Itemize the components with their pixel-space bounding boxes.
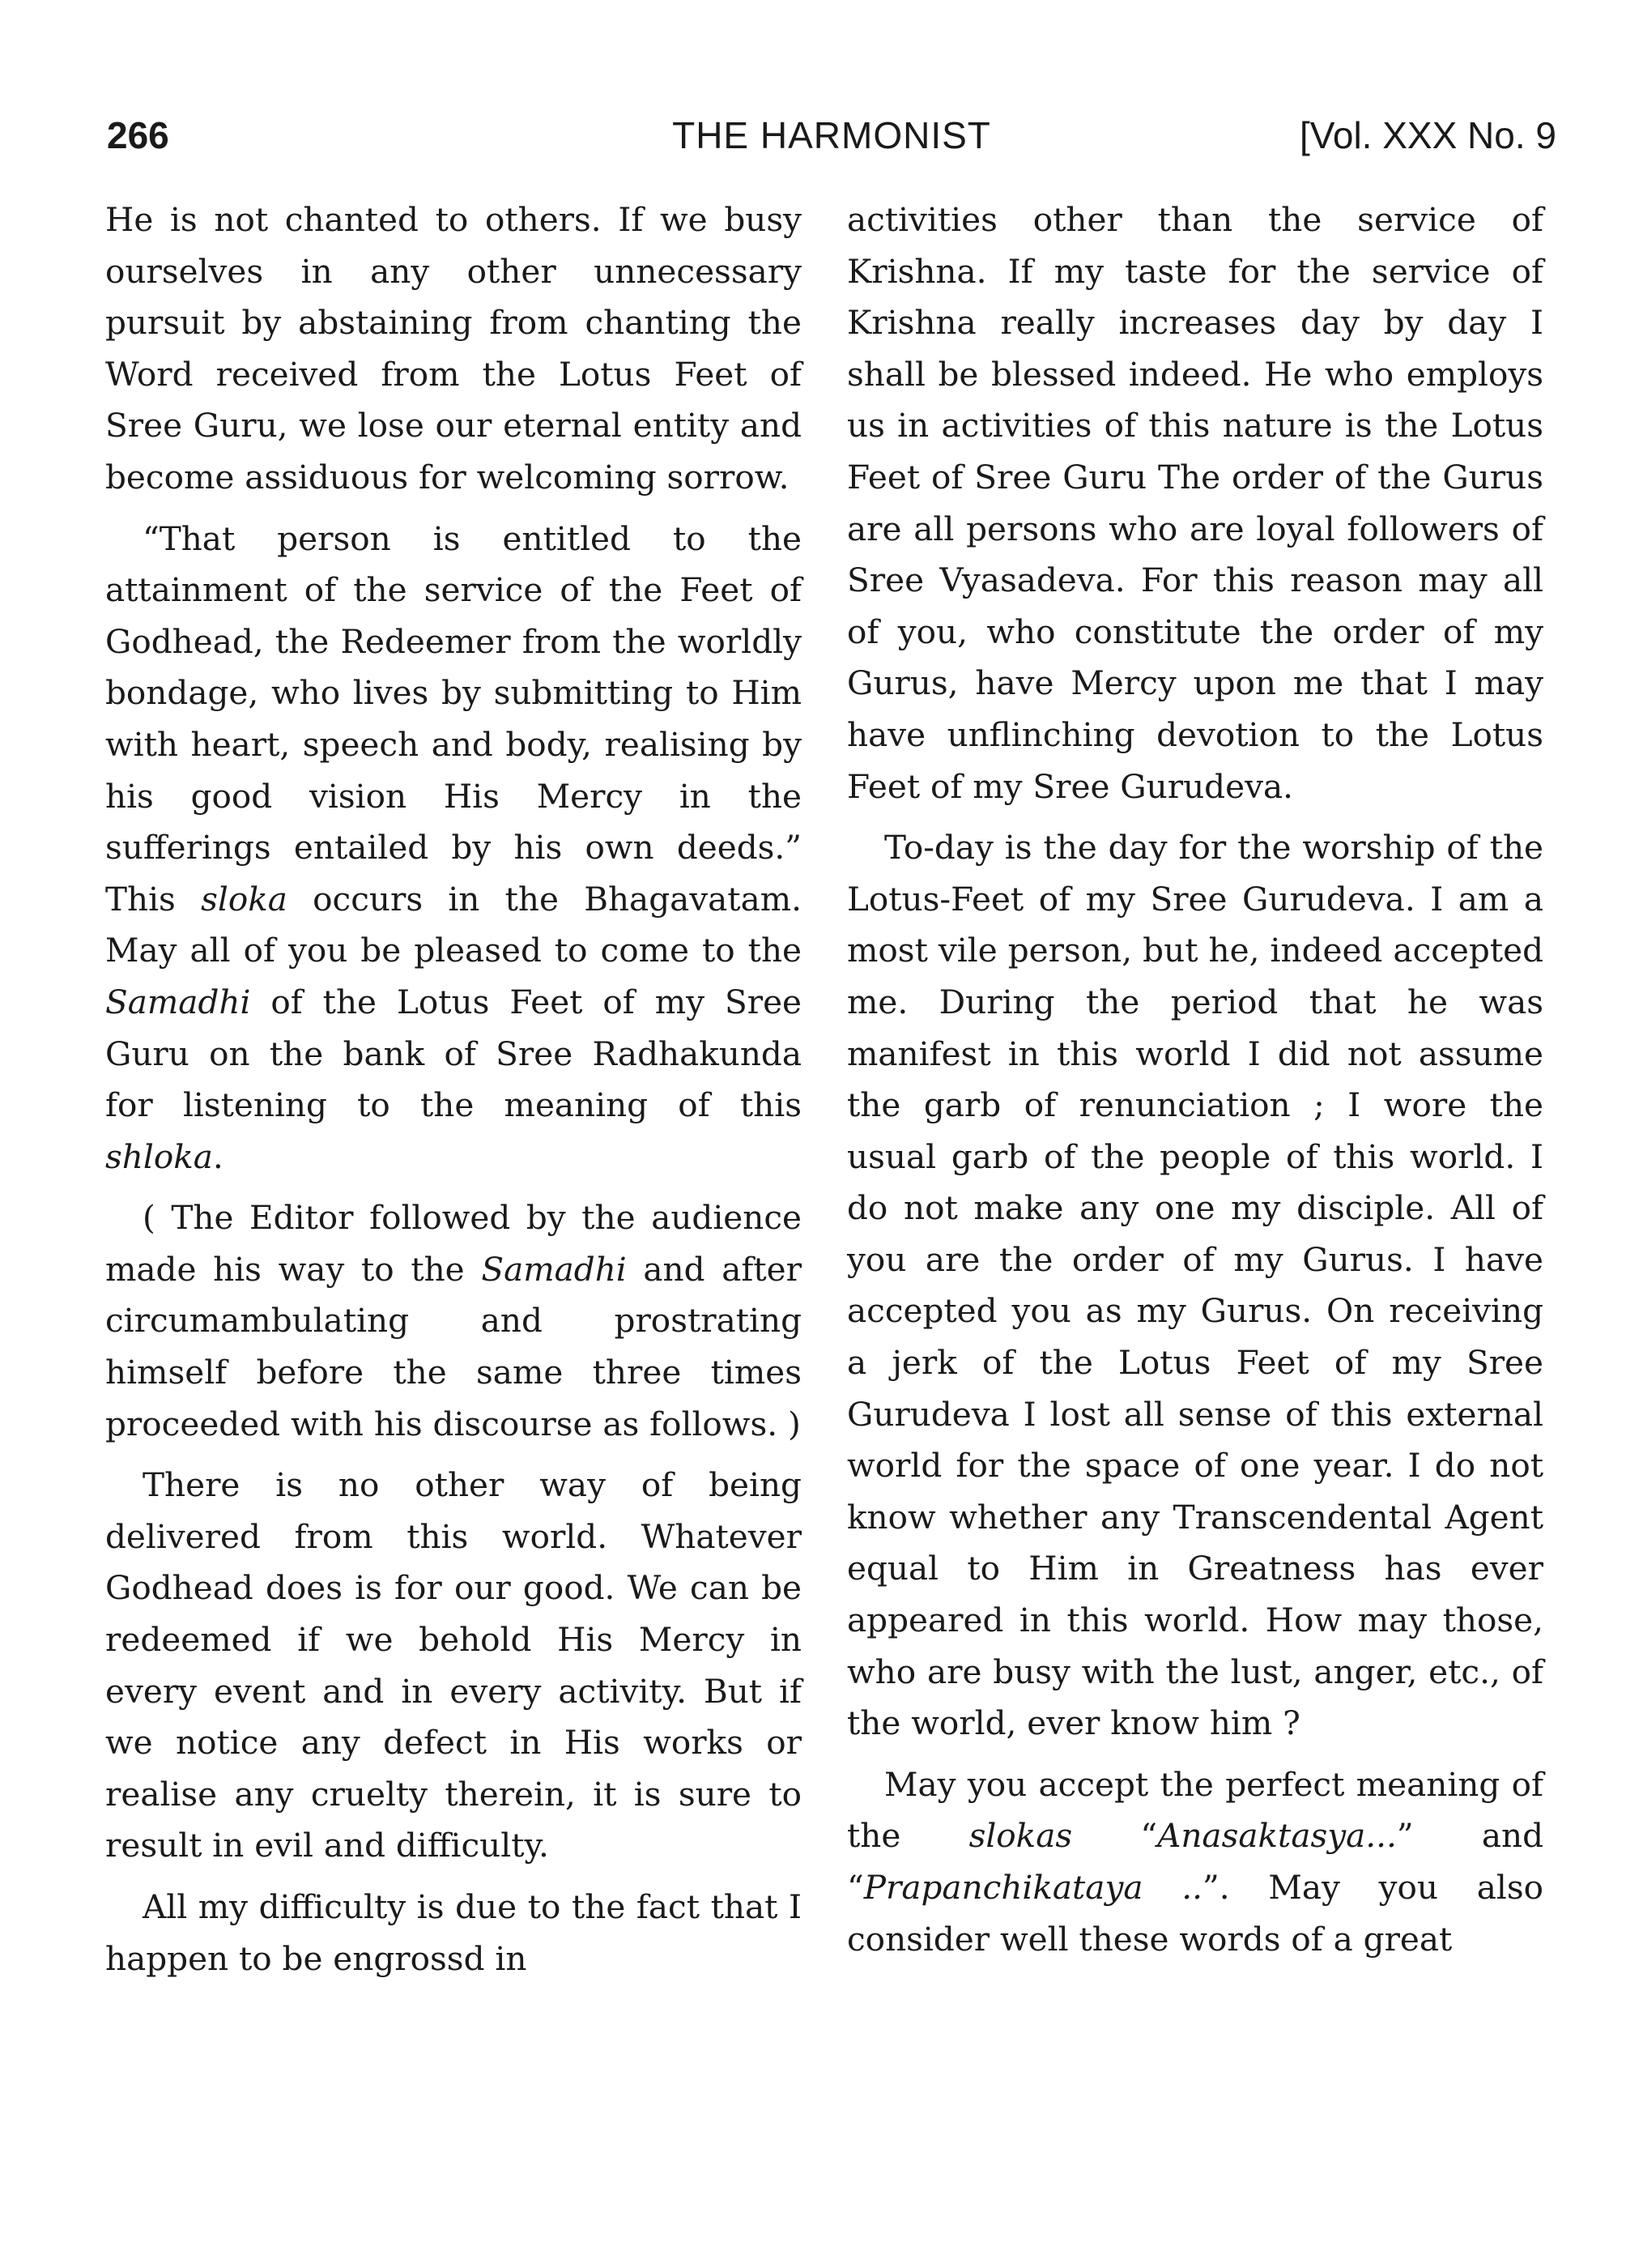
paragraph: There is no other way of being delivered from this world. Whatever Godhead does is for our good. We can be redeemed if we behold His Mercy in every event and in every activity. But if we notice any defect in His works or realise any cruelty therein, it is sure to result in evil and difficulty. [105,1465,802,1865]
italic-term: Samadhi [481,1249,627,1289]
text-run: “ [1072,1816,1158,1856]
paragraph-editorial-note [105,1192,802,1450]
text-run: May you accept the perfect meaning of the [847,1764,1543,1856]
text-run: and after circumambulating and prostrating himself before the same three times proceeded with his discourse as follows. ) [105,1249,802,1443]
page-number: 266 [107,114,169,156]
paragraph: To-day is the day for the worship of the Lotus-Feet of my Sree Gurudeva. I am a most vile person, but he, indeed accepted me. During the period that he was manifest in this world I did not assume the garb of renunciation ; I wore the usual garb of the people of this world. I do not make any one my disciple. All of you are the order of my Gurus. I have accepted you as my Gurus. On receiving a jerk of the Lotus Feet of my Sree Gurudeva I lost all sense of this external world for the space of one year. I do not know whether any Transcendental Agent equal to Him in Greatness has ever appeared in this world. How may those, who are busy with the lust, anger, etc., of the world, ever know him ? [847,828,1543,1743]
paragraph-continued: He is not chanted to others. If we busy ourselves in any other unnecessary pursuit by abstaining from chanting the Word received from the Lotus Feet of Sree Guru, we lose our eternal entity and become assiduous for welcoming sorrow. [105,200,802,497]
text-run: . [212,1136,223,1176]
right-column [847,194,1543,1975]
italic-term: slokas [968,1816,1073,1856]
paragraph-slokas [847,1759,1543,1965]
italic-term: shloka [105,1136,213,1176]
text-run: ”. May you also consider well these words of a great [847,1868,1543,1959]
italic-term: Prapanchikataya .. [863,1868,1202,1907]
italic-term: Anasaktasya... [1157,1816,1397,1856]
paragraph-continued: activities other than the service of Krishna. If my taste for the service of Krishna really increases day by day I shall be blessed indeed. He who employs us in activities of this nature is the Lotus Feet of Sree Guru The order of the Gurus are all persons who are loyal followers of Sree Vyasadeva. For this reason may all of you, who constitute the order of my Gurus, have Mercy upon me that I may have unflinching devotion to the Lotus Feet of my Sree Gurudeva. [847,200,1543,806]
running-title: THE HARMONIST [672,114,991,156]
issue-reference: [Vol. XXX No. 9 [1299,114,1556,156]
paragraph: All my difficulty is due to the fact that I happen to be engrossd in [105,1887,802,1978]
text-run: of the Lotus Feet of my Sree Guru on the bank of Sree Radhakunda for listening to the meaning of this [105,982,802,1125]
italic-term: sloka [201,879,287,919]
text-run: ( The Editor followed by the audience made his way to the [105,1198,802,1289]
italic-term: Samadhi [105,982,251,1021]
text-run: “That person is entitled to the attainment of the service of the Feet of Godhead, the Redeemer from the worldly bondage, who lives by submitting to Him with heart, speech and body, realising by his good vision His Mercy in the sufferings entailed by his own deeds.” This [105,518,802,919]
page-header [107,113,1556,170]
left-column [105,194,802,1994]
text-run: occurs in the Bhagavatam. May all of you be pleased to come to the [105,879,802,970]
text-run: ” and “ [847,1816,1543,1907]
paragraph-sloka-quote [105,514,802,1183]
